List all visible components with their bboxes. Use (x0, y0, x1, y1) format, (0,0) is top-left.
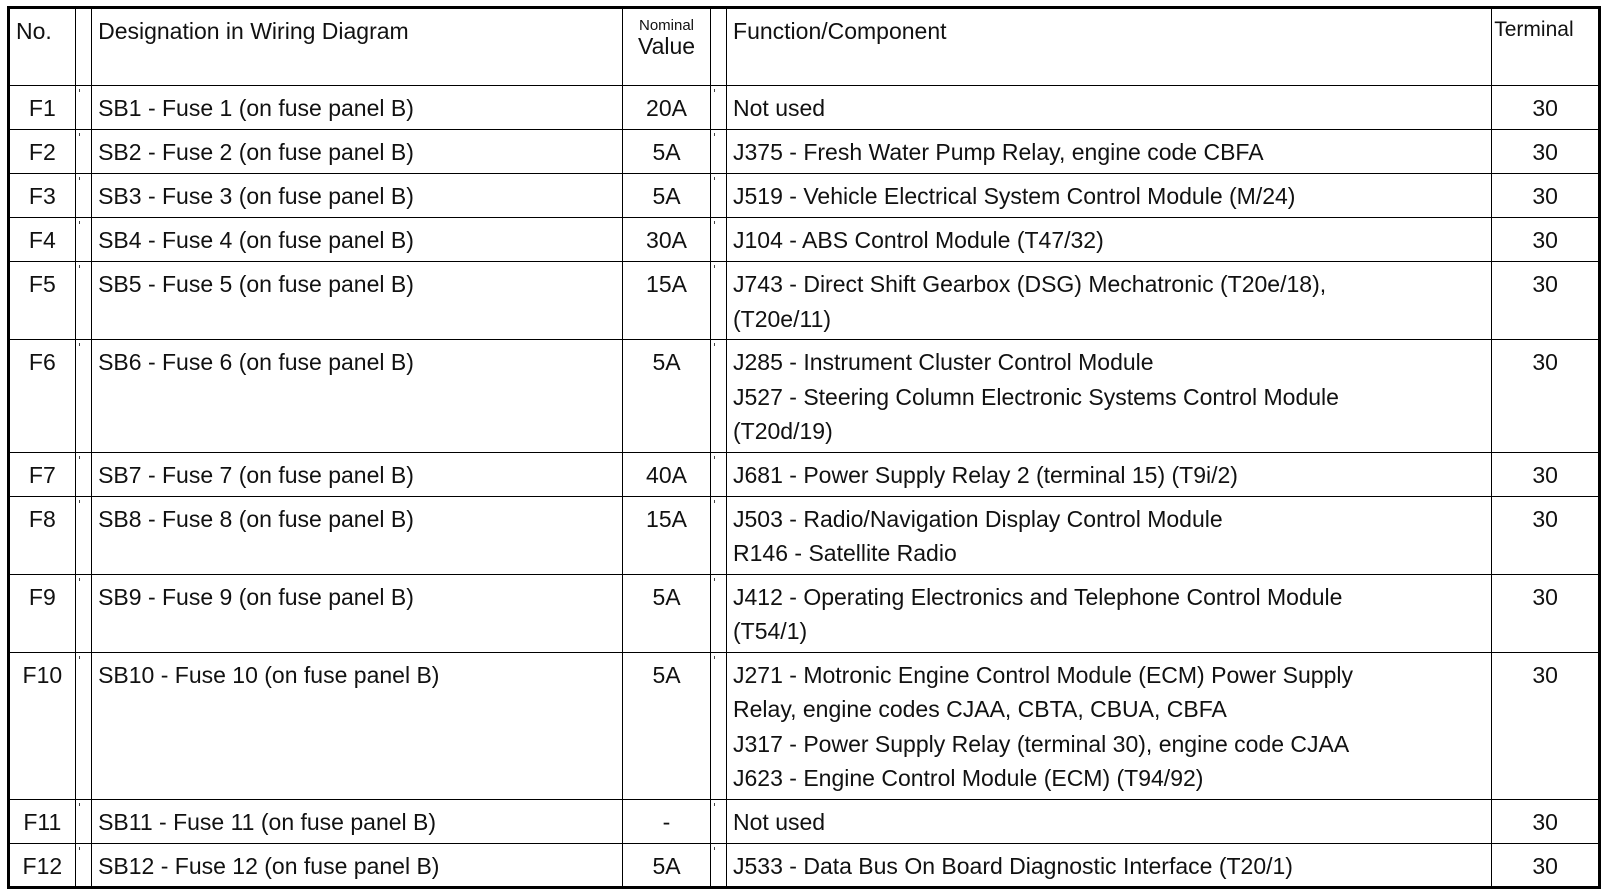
function-component (727, 452, 1492, 496)
fuse-number: F10 (9, 652, 76, 799)
fuse-table (7, 6, 1601, 889)
header-designation: Designation in Wiring Diagram (92, 8, 623, 86)
terminal-number: 30 (1492, 496, 1600, 574)
function-component (727, 799, 1492, 843)
fuse-number: F8 (9, 496, 76, 574)
spacer-cell (75, 843, 91, 888)
fuse-number: F3 (9, 174, 76, 218)
fuse-designation: SB11 - Fuse 11 (on fuse panel B) (92, 799, 623, 843)
table-row (9, 496, 1600, 574)
spacer-cell (710, 262, 726, 340)
function-line: Not used (733, 808, 826, 835)
terminal-number: 30 (1492, 799, 1600, 843)
table-row (9, 799, 1600, 843)
table-row (9, 130, 1600, 174)
terminal-number: 30 (1492, 218, 1600, 262)
table-row (9, 652, 1600, 799)
spacer-cell (710, 574, 726, 652)
header-terminal: Terminal (1492, 8, 1600, 86)
function-line: (T20e/11) (733, 305, 832, 332)
terminal-number: 30 (1492, 130, 1600, 174)
spacer-cell (710, 843, 726, 888)
function-line: J317 - Power Supply Relay (terminal 30), engine code CJAA (733, 730, 1350, 757)
function-line: J519 - Vehicle Electrical System Control Module (M/24) (733, 183, 1296, 209)
nominal-value: 20A (623, 86, 710, 130)
nominal-value: 5A (623, 843, 710, 888)
table-row (9, 86, 1600, 130)
fuse-designation: SB5 - Fuse 5 (on fuse panel B) (92, 262, 623, 340)
header-row (9, 8, 1600, 86)
function-line: J412 - Operating Electronics and Telephone Control Module (733, 583, 1343, 610)
table-row (9, 262, 1600, 340)
function-line: J503 - Radio/Navigation Display Control Module (733, 505, 1223, 532)
spacer-cell (75, 452, 91, 496)
function-line: (T54/1) (733, 618, 808, 644)
function-component (727, 652, 1492, 799)
terminal-number: 30 (1492, 262, 1600, 340)
function-line: J104 - ABS Control Module (T47/32) (733, 227, 1104, 253)
fuse-designation: SB3 - Fuse 3 (on fuse panel B) (92, 174, 623, 218)
spacer-cell (710, 799, 726, 843)
function-line: R146 - Satellite Radio (733, 540, 957, 566)
function-component (727, 262, 1492, 340)
fuse-number: F12 (9, 843, 76, 888)
function-line: J533 - Data Bus On Board Diagnostic Interface (T20/1) (733, 852, 1293, 879)
terminal-number: 30 (1492, 574, 1600, 652)
fuse-designation: SB4 - Fuse 4 (on fuse panel B) (92, 218, 623, 262)
terminal-number: 30 (1492, 652, 1600, 799)
spacer-cell (710, 496, 726, 574)
spacer-cell (75, 340, 91, 453)
function-line: J271 - Motronic Engine Control Module (ECM) Power Supply (733, 661, 1354, 688)
fuse-designation: SB7 - Fuse 7 (on fuse panel B) (92, 452, 623, 496)
nominal-value: 5A (623, 652, 710, 799)
function-line: J681 - Power Supply Relay 2 (terminal 15) (T9i/2) (733, 461, 1238, 488)
spacer-cell (75, 799, 91, 843)
table-row (9, 218, 1600, 262)
nominal-value: 5A (623, 340, 710, 453)
spacer-cell (75, 86, 91, 130)
function-component (727, 86, 1492, 130)
nominal-value: - (623, 799, 710, 843)
fuse-number: F4 (9, 218, 76, 262)
function-line: J743 - Direct Shift Gearbox (DSG) Mechatronic (T20e/18), (733, 271, 1327, 297)
header-function: Function/Component (727, 8, 1492, 86)
function-component (727, 130, 1492, 174)
fuse-number: F6 (9, 340, 76, 453)
header-spacer (710, 8, 726, 86)
function-component (727, 218, 1492, 262)
function-line: J527 - Steering Column Electronic Systems Control Module (733, 383, 1339, 410)
nominal-value: 15A (623, 262, 710, 340)
table-row (9, 174, 1600, 218)
terminal-number: 30 (1492, 340, 1600, 453)
header-no: No. (9, 8, 76, 86)
function-component (727, 340, 1492, 453)
spacer-cell (75, 174, 91, 218)
nominal-value: 5A (623, 130, 710, 174)
function-line: J623 - Engine Control Module (ECM) (T94/92) (733, 765, 1204, 791)
function-line: Relay, engine codes CJAA, CBTA, CBUA, CBFA (733, 696, 1227, 722)
terminal-number: 30 (1492, 452, 1600, 496)
spacer-cell (710, 174, 726, 218)
function-component (727, 496, 1492, 574)
fuse-designation: SB8 - Fuse 8 (on fuse panel B) (92, 496, 623, 574)
spacer-cell (75, 496, 91, 574)
function-component (727, 574, 1492, 652)
nominal-value: 5A (623, 174, 710, 218)
table-row (9, 574, 1600, 652)
header-nominal: Nominal (639, 17, 695, 34)
function-line: Not used (733, 95, 826, 121)
terminal-number: 30 (1492, 86, 1600, 130)
function-component (727, 843, 1492, 888)
function-line: (T20d/19) (733, 418, 833, 444)
spacer-cell (75, 652, 91, 799)
table-row (9, 340, 1600, 453)
fuse-number: F9 (9, 574, 76, 652)
spacer-cell (75, 130, 91, 174)
header-spacer (75, 8, 91, 86)
table-row (9, 452, 1600, 496)
spacer-cell (710, 86, 726, 130)
function-component (727, 174, 1492, 218)
terminal-number: 30 (1492, 174, 1600, 218)
fuse-number: F7 (9, 452, 76, 496)
fuse-number: F1 (9, 86, 76, 130)
header-nominal-value (623, 8, 710, 86)
spacer-cell (710, 452, 726, 496)
fuse-designation: SB1 - Fuse 1 (on fuse panel B) (92, 86, 623, 130)
fuse-designation: SB12 - Fuse 12 (on fuse panel B) (92, 843, 623, 888)
fuse-designation: SB2 - Fuse 2 (on fuse panel B) (92, 130, 623, 174)
nominal-value: 40A (623, 452, 710, 496)
header-value: Value (637, 33, 696, 59)
function-line: J375 - Fresh Water Pump Relay, engine code CBFA (733, 139, 1264, 165)
spacer-cell (710, 130, 726, 174)
fuse-number: F11 (9, 799, 76, 843)
table-row (9, 843, 1600, 888)
spacer-cell (710, 218, 726, 262)
fuse-designation: SB10 - Fuse 10 (on fuse panel B) (92, 652, 623, 799)
terminal-number: 30 (1492, 843, 1600, 888)
fuse-designation: SB9 - Fuse 9 (on fuse panel B) (92, 574, 623, 652)
nominal-value: 30A (623, 218, 710, 262)
fuse-designation: SB6 - Fuse 6 (on fuse panel B) (92, 340, 623, 453)
spacer-cell (75, 218, 91, 262)
spacer-cell (710, 652, 726, 799)
fuse-number: F2 (9, 130, 76, 174)
nominal-value: 5A (623, 574, 710, 652)
spacer-cell (710, 340, 726, 453)
nominal-value: 15A (623, 496, 710, 574)
spacer-cell (75, 262, 91, 340)
function-line: J285 - Instrument Cluster Control Module (733, 349, 1154, 375)
fuse-number: F5 (9, 262, 76, 340)
spacer-cell (75, 574, 91, 652)
